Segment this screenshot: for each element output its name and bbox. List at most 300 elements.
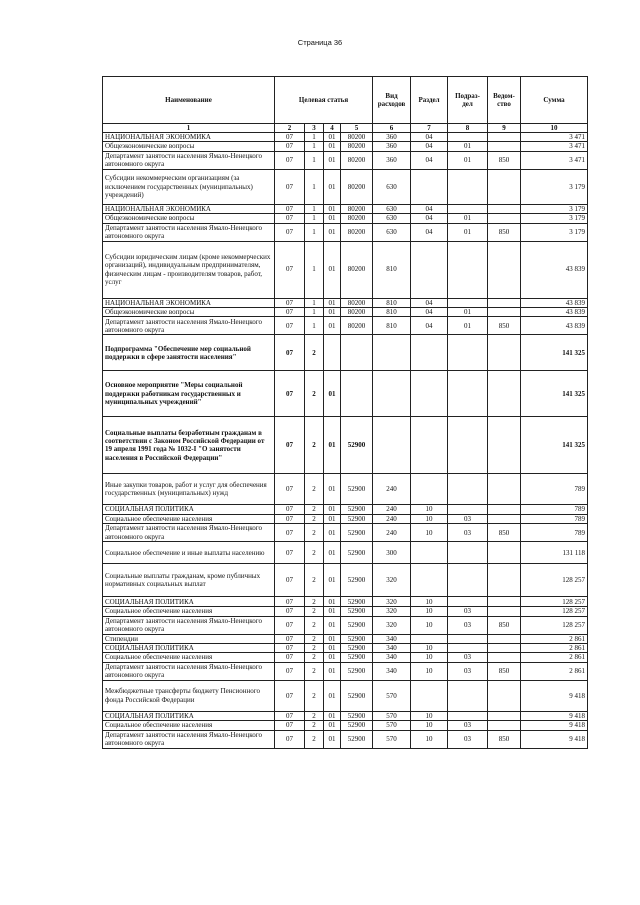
- department-code: [488, 680, 521, 711]
- target-code-4: 52900: [341, 524, 373, 542]
- subsection-code: [448, 542, 488, 564]
- target-code-1: 07: [275, 169, 305, 204]
- header-expense-type: Вид расходов: [373, 77, 411, 124]
- header-section: Раздел: [411, 77, 448, 124]
- column-number-row: [103, 124, 588, 133]
- target-code-4: 52900: [341, 644, 373, 653]
- expense-type-code: 320: [373, 616, 411, 634]
- section-code: [411, 634, 448, 643]
- row-name: Социальное обеспечение населения: [103, 653, 275, 662]
- expense-type-code: 240: [373, 505, 411, 514]
- target-code-4: 52900: [341, 634, 373, 643]
- sum-value: 9 418: [521, 680, 588, 711]
- target-code-2: 2: [305, 607, 324, 616]
- target-code-1: 07: [275, 223, 305, 241]
- row-name: Департамент занятости населения Ямало-Ненецкого автономного округа: [103, 223, 275, 241]
- target-code-4: 52900: [341, 680, 373, 711]
- target-code-1: 07: [275, 133, 305, 142]
- sum-value: 9 418: [521, 711, 588, 720]
- expense-type-code: 810: [373, 241, 411, 298]
- row-name: Социальные выплаты гражданам, кроме публичных нормативных социальных выплат: [103, 564, 275, 597]
- subsection-code: [448, 505, 488, 514]
- target-code-1: 07: [275, 662, 305, 680]
- expense-type-code: 340: [373, 644, 411, 653]
- table-row: [103, 514, 588, 523]
- department-code: 850: [488, 524, 521, 542]
- target-code-4: 80200: [341, 308, 373, 317]
- target-code-3: 01: [324, 169, 341, 204]
- target-code-2: 1: [305, 241, 324, 298]
- table-row: [103, 417, 588, 474]
- target-code-1: 07: [275, 653, 305, 662]
- target-code-1: 07: [275, 721, 305, 730]
- target-code-1: 07: [275, 597, 305, 607]
- subsection-code: 01: [448, 151, 488, 169]
- department-code: 850: [488, 151, 521, 169]
- target-code-3: 01: [324, 298, 341, 307]
- expense-type-code: 240: [373, 514, 411, 523]
- expense-type-code: 340: [373, 662, 411, 680]
- target-code-4: 52900: [341, 597, 373, 607]
- target-code-3: 01: [324, 711, 341, 720]
- expense-type-code: 810: [373, 298, 411, 307]
- section-code: 04: [411, 133, 448, 142]
- target-code-1: 07: [275, 564, 305, 597]
- subsection-code: 03: [448, 721, 488, 730]
- sum-value: 3 179: [521, 223, 588, 241]
- department-code: [488, 169, 521, 204]
- target-code-3: 01: [324, 308, 341, 317]
- sum-value: 2 861: [521, 653, 588, 662]
- expense-type-code: 570: [373, 680, 411, 711]
- row-name: Субсидии юридическим лицам (кроме некоммерческих организаций), индивидуальным предпринимателям, физическим лицам - производителям товаров, работ, услуг: [103, 241, 275, 298]
- table-body: [103, 133, 588, 749]
- target-code-2: 1: [305, 298, 324, 307]
- target-code-2: 2: [305, 644, 324, 653]
- expense-type-code: 630: [373, 204, 411, 213]
- target-code-4: 52900: [341, 417, 373, 474]
- expense-type-code: 630: [373, 223, 411, 241]
- target-code-3: 01: [324, 616, 341, 634]
- department-code: [488, 634, 521, 643]
- expense-type-code: 570: [373, 730, 411, 748]
- expense-type-code: 630: [373, 214, 411, 223]
- table-row: [103, 634, 588, 643]
- row-name: Межбюджетные трансферты бюджету Пенсионного фонда Российской Федерации: [103, 680, 275, 711]
- target-code-1: 07: [275, 607, 305, 616]
- table-row: [103, 241, 588, 298]
- target-code-3: 01: [324, 564, 341, 597]
- section-code: 04: [411, 223, 448, 241]
- row-name: Социальное обеспечение населения: [103, 607, 275, 616]
- col-number: 4: [324, 124, 341, 133]
- expense-type-code: 570: [373, 711, 411, 720]
- col-number: 8: [448, 124, 488, 133]
- sum-value: 43 839: [521, 308, 588, 317]
- target-code-3: 01: [324, 514, 341, 523]
- target-code-4: 80200: [341, 204, 373, 213]
- section-code: 10: [411, 597, 448, 607]
- target-code-1: 07: [275, 634, 305, 643]
- expense-type-code: 320: [373, 597, 411, 607]
- row-name: НАЦИОНАЛЬНАЯ ЭКОНОМИКА: [103, 298, 275, 307]
- table-row: [103, 223, 588, 241]
- target-code-3: 01: [324, 634, 341, 643]
- target-code-3: 01: [324, 223, 341, 241]
- target-code-2: 2: [305, 662, 324, 680]
- col-number: 10: [521, 124, 588, 133]
- target-code-3: 01: [324, 241, 341, 298]
- sum-value: 128 257: [521, 616, 588, 634]
- section-code: [411, 564, 448, 597]
- row-name: Общеэкономические вопросы: [103, 214, 275, 223]
- department-code: 850: [488, 616, 521, 634]
- target-code-3: 01: [324, 474, 341, 505]
- department-code: [488, 542, 521, 564]
- sum-value: 789: [521, 505, 588, 514]
- sum-value: 9 418: [521, 721, 588, 730]
- target-code-4: 52900: [341, 662, 373, 680]
- subsection-code: [448, 133, 488, 142]
- table-row: [103, 505, 588, 514]
- row-name: Субсидии некоммерческим организациям (за исключением государственных (муниципальных) учреждений): [103, 169, 275, 204]
- target-code-2: 2: [305, 335, 324, 371]
- department-code: [488, 133, 521, 142]
- target-code-2: 2: [305, 711, 324, 720]
- row-name: НАЦИОНАЛЬНАЯ ЭКОНОМИКА: [103, 133, 275, 142]
- target-code-2: 2: [305, 634, 324, 643]
- target-code-4: 52900: [341, 542, 373, 564]
- table-row: [103, 616, 588, 634]
- sum-value: 789: [521, 524, 588, 542]
- section-code: 04: [411, 142, 448, 151]
- table-row: [103, 474, 588, 505]
- target-code-4: 80200: [341, 169, 373, 204]
- target-code-3: 01: [324, 662, 341, 680]
- department-code: [488, 505, 521, 514]
- target-code-4: 52900: [341, 721, 373, 730]
- target-code-3: 01: [324, 721, 341, 730]
- department-code: [488, 514, 521, 523]
- target-code-4: 52900: [341, 607, 373, 616]
- expense-type-code: 810: [373, 317, 411, 335]
- department-code: [488, 564, 521, 597]
- target-code-3: 01: [324, 505, 341, 514]
- target-code-1: 07: [275, 298, 305, 307]
- target-code-1: 07: [275, 371, 305, 417]
- target-code-2: 2: [305, 417, 324, 474]
- target-code-1: 07: [275, 505, 305, 514]
- target-code-4: 80200: [341, 223, 373, 241]
- target-code-3: 01: [324, 214, 341, 223]
- row-name: Общеэкономические вопросы: [103, 308, 275, 317]
- sum-value: 128 257: [521, 597, 588, 607]
- target-code-4: [341, 371, 373, 417]
- target-code-2: 2: [305, 474, 324, 505]
- table-row: [103, 662, 588, 680]
- subsection-code: [448, 169, 488, 204]
- target-code-3: 01: [324, 204, 341, 213]
- department-code: 850: [488, 223, 521, 241]
- table-row: [103, 214, 588, 223]
- subsection-code: [448, 634, 488, 643]
- table-row: [103, 169, 588, 204]
- expense-type-code: 570: [373, 721, 411, 730]
- target-code-3: 01: [324, 730, 341, 748]
- section-code: [411, 542, 448, 564]
- target-code-1: 07: [275, 417, 305, 474]
- table-row: [103, 542, 588, 564]
- subsection-code: [448, 298, 488, 307]
- target-code-1: 07: [275, 644, 305, 653]
- subsection-code: [448, 597, 488, 607]
- sum-value: 43 839: [521, 317, 588, 335]
- sum-value: 9 418: [521, 730, 588, 748]
- row-name: Департамент занятости населения Ямало-Ненецкого автономного округа: [103, 151, 275, 169]
- target-code-2: 1: [305, 133, 324, 142]
- department-code: 850: [488, 662, 521, 680]
- subsection-code: 03: [448, 653, 488, 662]
- expense-type-code: 300: [373, 542, 411, 564]
- expense-type-code: [373, 371, 411, 417]
- row-name: СОЦИАЛЬНАЯ ПОЛИТИКА: [103, 711, 275, 720]
- row-name: Социальное обеспечение и иные выплаты населению: [103, 542, 275, 564]
- target-code-2: 1: [305, 204, 324, 213]
- department-code: [488, 241, 521, 298]
- table-row: [103, 204, 588, 213]
- target-code-4: 80200: [341, 133, 373, 142]
- expense-type-code: [373, 335, 411, 371]
- sum-value: 3 179: [521, 169, 588, 204]
- sum-value: 3 471: [521, 151, 588, 169]
- subsection-code: [448, 204, 488, 213]
- section-code: 10: [411, 607, 448, 616]
- row-name: Подпрограмма "Обеспечение мер социальной поддержки в сфере занятости населения": [103, 335, 275, 371]
- header-target-article: Целевая статья: [275, 77, 373, 124]
- target-code-4: 52900: [341, 505, 373, 514]
- row-name: Социальные выплаты безработным гражданам в соответствии с Законом Российской Федерации от 19 апреля 1991 года № 1032-I "О занятости населения в Российской Федерации": [103, 417, 275, 474]
- target-code-4: 52900: [341, 616, 373, 634]
- sum-value: 3 179: [521, 214, 588, 223]
- sum-value: 128 257: [521, 564, 588, 597]
- target-code-1: 07: [275, 317, 305, 335]
- subsection-code: 03: [448, 607, 488, 616]
- section-code: 04: [411, 151, 448, 169]
- expense-type-code: 340: [373, 634, 411, 643]
- department-code: 850: [488, 730, 521, 748]
- expense-type-code: 320: [373, 607, 411, 616]
- sum-value: 141 325: [521, 371, 588, 417]
- row-name: Департамент занятости населения Ямало-Ненецкого автономного округа: [103, 524, 275, 542]
- row-name: Социальное обеспечение населения: [103, 514, 275, 523]
- section-code: 10: [411, 616, 448, 634]
- target-code-2: 1: [305, 169, 324, 204]
- page-number: Страница 36: [297, 38, 343, 47]
- target-code-2: 1: [305, 214, 324, 223]
- target-code-1: 07: [275, 616, 305, 634]
- target-code-2: 1: [305, 142, 324, 151]
- target-code-4: 80200: [341, 214, 373, 223]
- target-code-2: 2: [305, 616, 324, 634]
- target-code-3: 01: [324, 417, 341, 474]
- table-row: [103, 142, 588, 151]
- table-row: [103, 564, 588, 597]
- col-number: 6: [373, 124, 411, 133]
- target-code-3: 01: [324, 680, 341, 711]
- target-code-4: 80200: [341, 151, 373, 169]
- table-row: [103, 335, 588, 371]
- row-name: Иные закупки товаров, работ и услуг для обеспечения государственных (муниципальных) нужд: [103, 474, 275, 505]
- section-code: 04: [411, 204, 448, 213]
- target-code-3: 01: [324, 597, 341, 607]
- sum-value: 2 861: [521, 644, 588, 653]
- subsection-code: [448, 335, 488, 371]
- target-code-1: 07: [275, 680, 305, 711]
- subsection-code: [448, 711, 488, 720]
- sum-value: 131 118: [521, 542, 588, 564]
- department-code: [488, 607, 521, 616]
- expense-type-code: 630: [373, 169, 411, 204]
- col-number: 7: [411, 124, 448, 133]
- target-code-3: 01: [324, 542, 341, 564]
- target-code-4: 52900: [341, 653, 373, 662]
- subsection-code: [448, 417, 488, 474]
- target-code-4: [341, 335, 373, 371]
- target-code-4: 80200: [341, 317, 373, 335]
- row-name: СОЦИАЛЬНАЯ ПОЛИТИКА: [103, 644, 275, 653]
- target-code-2: 1: [305, 223, 324, 241]
- row-name: НАЦИОНАЛЬНАЯ ЭКОНОМИКА: [103, 204, 275, 213]
- expense-type-code: 240: [373, 524, 411, 542]
- section-code: 10: [411, 711, 448, 720]
- section-code: 10: [411, 644, 448, 653]
- table-row: [103, 730, 588, 748]
- target-code-3: 01: [324, 644, 341, 653]
- expense-type-code: [373, 417, 411, 474]
- subsection-code: [448, 241, 488, 298]
- row-name: Основное мероприятие "Меры социальной поддержки работникам государственных и муниципальных учреждений": [103, 371, 275, 417]
- target-code-2: 2: [305, 542, 324, 564]
- target-code-2: 1: [305, 317, 324, 335]
- subsection-code: 03: [448, 524, 488, 542]
- section-code: 10: [411, 653, 448, 662]
- target-code-1: 07: [275, 142, 305, 151]
- section-code: 04: [411, 308, 448, 317]
- department-code: [488, 721, 521, 730]
- table-row: [103, 644, 588, 653]
- target-code-2: 2: [305, 514, 324, 523]
- target-code-3: 01: [324, 607, 341, 616]
- row-name: Социальное обеспечение населения: [103, 721, 275, 730]
- department-code: [488, 474, 521, 505]
- expense-type-code: 340: [373, 653, 411, 662]
- section-code: [411, 335, 448, 371]
- col-number: 9: [488, 124, 521, 133]
- row-name: Стипендии: [103, 634, 275, 643]
- target-code-3: 01: [324, 371, 341, 417]
- sum-value: 2 861: [521, 662, 588, 680]
- header-subsection: Подраз-дел: [448, 77, 488, 124]
- row-name: СОЦИАЛЬНАЯ ПОЛИТИКА: [103, 597, 275, 607]
- row-name: Департамент занятости населения Ямало-Ненецкого автономного округа: [103, 730, 275, 748]
- target-code-3: 01: [324, 151, 341, 169]
- col-number: 2: [275, 124, 305, 133]
- department-code: [488, 653, 521, 662]
- target-code-1: 07: [275, 335, 305, 371]
- target-code-2: 2: [305, 680, 324, 711]
- row-name: Общеэкономические вопросы: [103, 142, 275, 151]
- expense-type-code: 360: [373, 133, 411, 142]
- target-code-3: 01: [324, 653, 341, 662]
- table-row: [103, 317, 588, 335]
- row-name: Департамент занятости населения Ямало-Ненецкого автономного округа: [103, 616, 275, 634]
- expense-type-code: 240: [373, 474, 411, 505]
- table-row: [103, 607, 588, 616]
- sum-value: 128 257: [521, 607, 588, 616]
- header-sum: Сумма: [521, 77, 588, 124]
- sum-value: 2 861: [521, 634, 588, 643]
- target-code-2: 2: [305, 371, 324, 417]
- department-code: [488, 335, 521, 371]
- target-code-4: 80200: [341, 241, 373, 298]
- department-code: [488, 204, 521, 213]
- subsection-code: 03: [448, 616, 488, 634]
- section-code: [411, 474, 448, 505]
- table-row: [103, 298, 588, 307]
- subsection-code: 03: [448, 514, 488, 523]
- row-name: Департамент занятости населения Ямало-Ненецкого автономного округа: [103, 662, 275, 680]
- subsection-code: [448, 644, 488, 653]
- department-code: [488, 298, 521, 307]
- target-code-1: 07: [275, 308, 305, 317]
- target-code-2: 1: [305, 308, 324, 317]
- target-code-3: 01: [324, 524, 341, 542]
- section-code: [411, 680, 448, 711]
- section-code: 10: [411, 721, 448, 730]
- target-code-1: 07: [275, 524, 305, 542]
- department-code: [488, 308, 521, 317]
- target-code-4: 52900: [341, 564, 373, 597]
- department-code: [488, 644, 521, 653]
- target-code-1: 07: [275, 474, 305, 505]
- target-code-4: 52900: [341, 474, 373, 505]
- target-code-2: 2: [305, 597, 324, 607]
- target-code-2: 2: [305, 564, 324, 597]
- department-code: [488, 214, 521, 223]
- section-code: 10: [411, 524, 448, 542]
- section-code: 10: [411, 730, 448, 748]
- sum-value: 789: [521, 514, 588, 523]
- target-code-1: 07: [275, 204, 305, 213]
- table-row: [103, 597, 588, 607]
- subsection-code: 03: [448, 662, 488, 680]
- sum-value: 43 839: [521, 298, 588, 307]
- table-row: [103, 721, 588, 730]
- section-code: [411, 169, 448, 204]
- target-code-1: 07: [275, 151, 305, 169]
- target-code-2: 2: [305, 653, 324, 662]
- department-code: 850: [488, 317, 521, 335]
- target-code-4: 52900: [341, 514, 373, 523]
- table-row: [103, 711, 588, 720]
- target-code-3: [324, 335, 341, 371]
- department-code: [488, 142, 521, 151]
- target-code-1: 07: [275, 241, 305, 298]
- subsection-code: [448, 474, 488, 505]
- sum-value: 141 325: [521, 335, 588, 371]
- section-code: 04: [411, 298, 448, 307]
- target-code-3: 01: [324, 317, 341, 335]
